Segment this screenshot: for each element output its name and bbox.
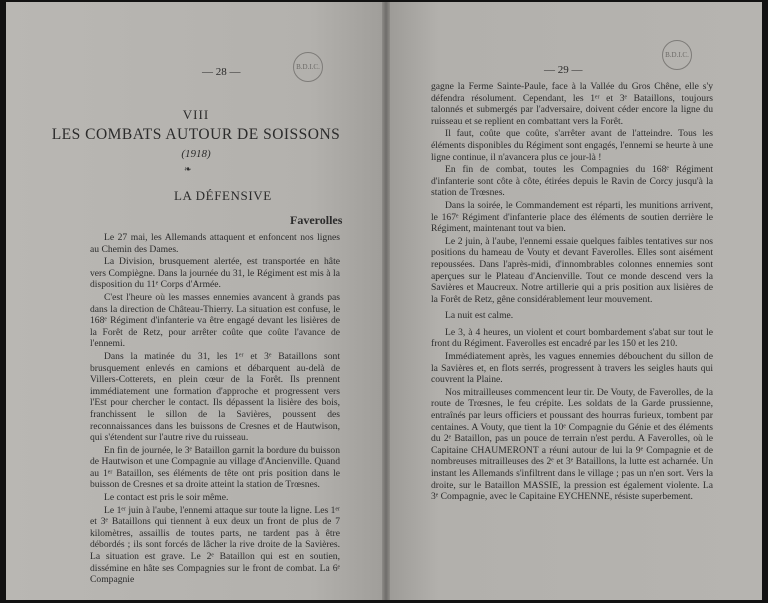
library-stamp: B.D.I.C.	[293, 52, 323, 82]
paragraph: La Division, brusquement alertée, est transportée en hâte vers Compiègne. Dans la journée du 31, le Régiment est mis à la disposition du 11ᵉ Corps d'Armée.	[90, 256, 340, 291]
right-page	[386, 2, 762, 600]
body-text	[431, 81, 713, 503]
book-gutter	[382, 2, 390, 600]
paragraph: Dans la soirée, le Commandement est réparti, les munitions arrivent, le 167ᵉ Régiment d'infanterie place des éléments de soutien derrière le Régiment, maintenant tout va bien.	[431, 199, 713, 235]
paragraph: C'est l'heure où les masses ennemies avancent à grands pas dans la direction de Château-Thierry. La situation est confuse, le 168ᵉ Régiment d'infanterie va être engagé devant les lisières de la Forêt de Retz, pour arrêter coûte que coûte l'avance de l'ennemi.	[90, 291, 340, 350]
subheading: Faverolles	[290, 213, 343, 227]
paragraph: Il faut, coûte que coûte, s'arrêter avant de l'atteindre. Tous les éléments disponibles du Régiment sont engagés, l'ennemi se heurte à une ligne continue, il n'avancera plus ce jour-là !	[431, 128, 713, 163]
paragraph: Le 2 juin, à l'aube, l'ennemi essaie quelques faibles tentatives sur nos positions du hameau de Vouty et devant Faverolles. Elles sont aisément repoussées. Dans l'après-midi, d'innombrables colonnes ennemies sont aperçues sur le Plateau d'Ancienville. Tout ce monde descend vers la Savières et Maucreux. Notre artillerie qui a pris position aux lisières de la Forêt de Retz, gêne considérablement leur mouvement.	[431, 235, 713, 305]
book-spread	[6, 2, 762, 600]
paragraph: Le 3, à 4 heures, un violent et court bombardement s'abat sur tout le front du Régiment. Faverolles est encadré par les 150 et les 210.	[431, 326, 713, 350]
paragraph: Nos mitrailleuses commencent leur tir. De Vouty, de Faverolles, de la route de Trœsnes, le feu crépite. Les soldats de la Garde prussienne, entraînés par leurs officiers et poussant des hourras furieux, tombent par centaines. A Vouty, que tient la 10ᵉ Compagnie du Génie et des éléments du 2ᵉ Bataillon, pas un pouce de terrain n'est perdu. A Faverolles, où le Capitaine CHAUMERONT a réuni autour de lui la 9ᵉ Compagnie et de nombreuses mitrailleuses des 2ᵉ et 3ᵉ Bataillons, la lutte est acharnée. Un instant les Allemands s'infiltrent dans le village ; pas un n'en sort. Vers la droite, sur le Bataillon MASSIE, la pression est également violente. La 3ᵉ Compagnie, avec le Capitaine EYCHENNE, résiste superbement.	[431, 386, 713, 503]
page-number: — 28 —	[202, 66, 241, 78]
paragraph: Le 1ᵉʳ juin à l'aube, l'ennemi attaque sur toute la ligne. Les 1ᵉʳ et 3ᵉ Bataillons qui tiennent à eux deux un front de plus de 7 kilomètres, assaillis de toutes parts, ne tardent pas à être débordés ; ils sont forcés de lâcher la rive droite de la Savières. La situation est grave. Le 2ᵉ Bataillon qui est en soutien, dissémine en hâte ses Compagnies sur le front de combat. La 6ᵉ Compagnie	[90, 504, 340, 586]
library-stamp: B.D.I.C.	[662, 40, 692, 70]
chapter-title: LES COMBATS AUTOUR DE SOISSONS	[51, 126, 341, 143]
body-text	[90, 232, 340, 586]
paragraph: Le contact est pris le soir même.	[104, 492, 229, 504]
paragraph: gagne la Ferme Sainte-Paule, face à la Vallée du Gros Chêne, elle s'y défendra résolument. Cependant, les 1ᵉʳ et 3ᵉ Bataillons, toujours talonnés et submergés par l'adversaire, doivent céder encore la ligne du ruisseau et se replient en combattant vers la Forêt.	[431, 81, 713, 127]
paragraph: Le 27 mai, les Allemands attaquent et enfoncent nos lignes au Chemin des Dames.	[90, 232, 340, 255]
chapter-number: VIII	[182, 107, 210, 122]
left-page	[6, 2, 386, 600]
page-number: — 29 —	[544, 64, 583, 76]
paragraph: En fin de journée, le 3ᵉ Bataillon garnit la bordure du buisson de Hautwison et une Compagnie au village d'Ancienville. Quand au 1ᵉʳ Bataillon, ses éléments de tête ont pris position dans le buisson de Cresnes et sa droite atteint la station de Trœsnes.	[90, 444, 340, 491]
paragraph: Immédiatement après, les vagues ennemies débouchent du sillon de la Savières et, en flots serrés, progressent à travers les seigles hauts qui couvrent la Plaine.	[431, 351, 713, 386]
chapter-year: (1918)	[181, 148, 211, 160]
paragraph: Dans la matinée du 31, les 1ᵉʳ et 3ᵉ Bataillons sont brusquement enlevés en camions et débarquent au-delà de Villers-Cotterets, en plein cœur de la Forêt. Ils prennent immédiatement une formation d'approche et progressent vers l'Est pour chercher le contact. Ils dépassent la lisière des bois, franchissent le sillon de la Savières, poussent des reconnaissances dans les buissons de Cresnes et de Hautwison, qui s'étendent sur l'autre rive du ruisseau.	[90, 350, 340, 444]
section-title: LA DÉFENSIVE	[174, 188, 272, 203]
paragraph: En fin de combat, toutes les Compagnies du 168ᵉ Régiment d'infanterie sont côte à côte, étirées depuis le Ravin de Corcy jusqu'à la station de Trœsnes.	[431, 164, 713, 199]
ornament-icon: ❧	[184, 164, 192, 174]
paragraph: La nuit est calme.	[445, 310, 514, 322]
